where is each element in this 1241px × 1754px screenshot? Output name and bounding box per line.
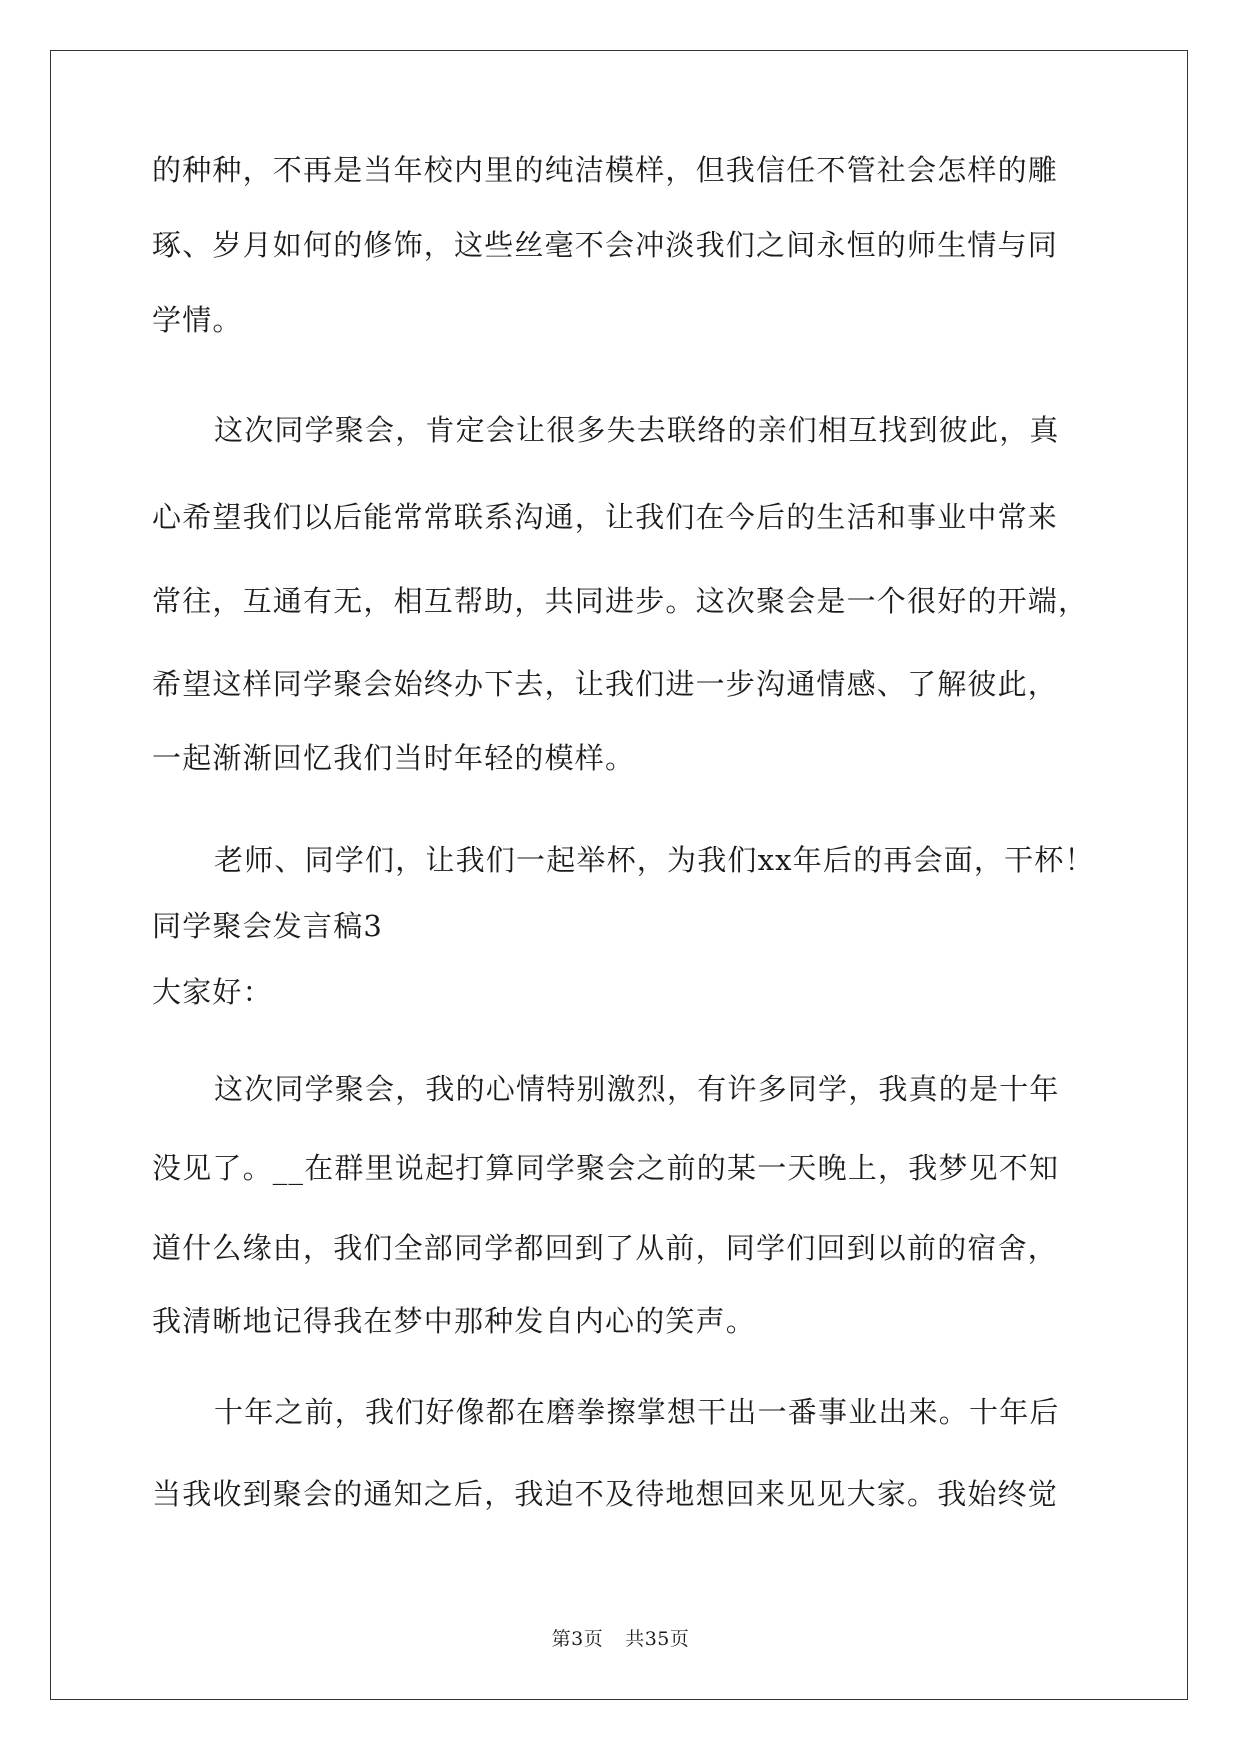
text-line: 常往，互通有无，相互帮助，共同进步。这次聚会是一个很好的开端， <box>152 584 1089 618</box>
text-line: 当我收到聚会的通知之后，我迫不及待地想回来见见大家。我始终觉 <box>152 1477 1059 1511</box>
paragraph-start-line: 这次同学聚会，我的心情特别激烈，有许多同学，我真的是十年 <box>214 1072 1060 1106</box>
salutation: 大家好： <box>152 975 273 1009</box>
text-line: 的种种，不再是当年校内里的纯洁模样，但我信任不管社会怎样的雕 <box>152 153 1059 187</box>
text-line: 希望这样同学聚会始终办下去，让我们进一步沟通情感、了解彼此， <box>152 667 1059 701</box>
text-line: 我清晰地记得我在梦中那种发自内心的笑声。 <box>152 1304 757 1338</box>
paragraph-start-line: 老师、同学们，让我们一起举杯，为我们xx年后的再会面，干杯！ <box>214 843 1095 877</box>
paragraph-start-line: 十年之前，我们好像都在磨拳擦掌想干出一番事业出来。十年后 <box>214 1395 1060 1429</box>
paragraph-start-line: 这次同学聚会，肯定会让很多失去联络的亲们相互找到彼此，真 <box>214 413 1060 447</box>
page-number: 第3页 <box>551 1628 604 1650</box>
text-line: 道什么缘由，我们全部同学都回到了从前，同学们回到以前的宿舍， <box>152 1231 1059 1265</box>
section-heading: 同学聚会发言稿3 <box>152 909 384 943</box>
page-total: 共35页 <box>625 1628 690 1650</box>
text-line: 一起渐渐回忆我们当时年轻的模样。 <box>152 741 636 775</box>
text-line: 没见了。__在群里说起打算同学聚会之前的某一天晚上，我梦见不知 <box>152 1151 1060 1185</box>
page-footer <box>0 1627 1241 1651</box>
text-line: 学情。 <box>152 303 243 337</box>
text-line: 心希望我们以后能常常联系沟通，让我们在今后的生活和事业中常来 <box>152 500 1059 534</box>
text-line: 琢、岁月如何的修饰，这些丝毫不会冲淡我们之间永恒的师生情与同 <box>152 228 1059 262</box>
